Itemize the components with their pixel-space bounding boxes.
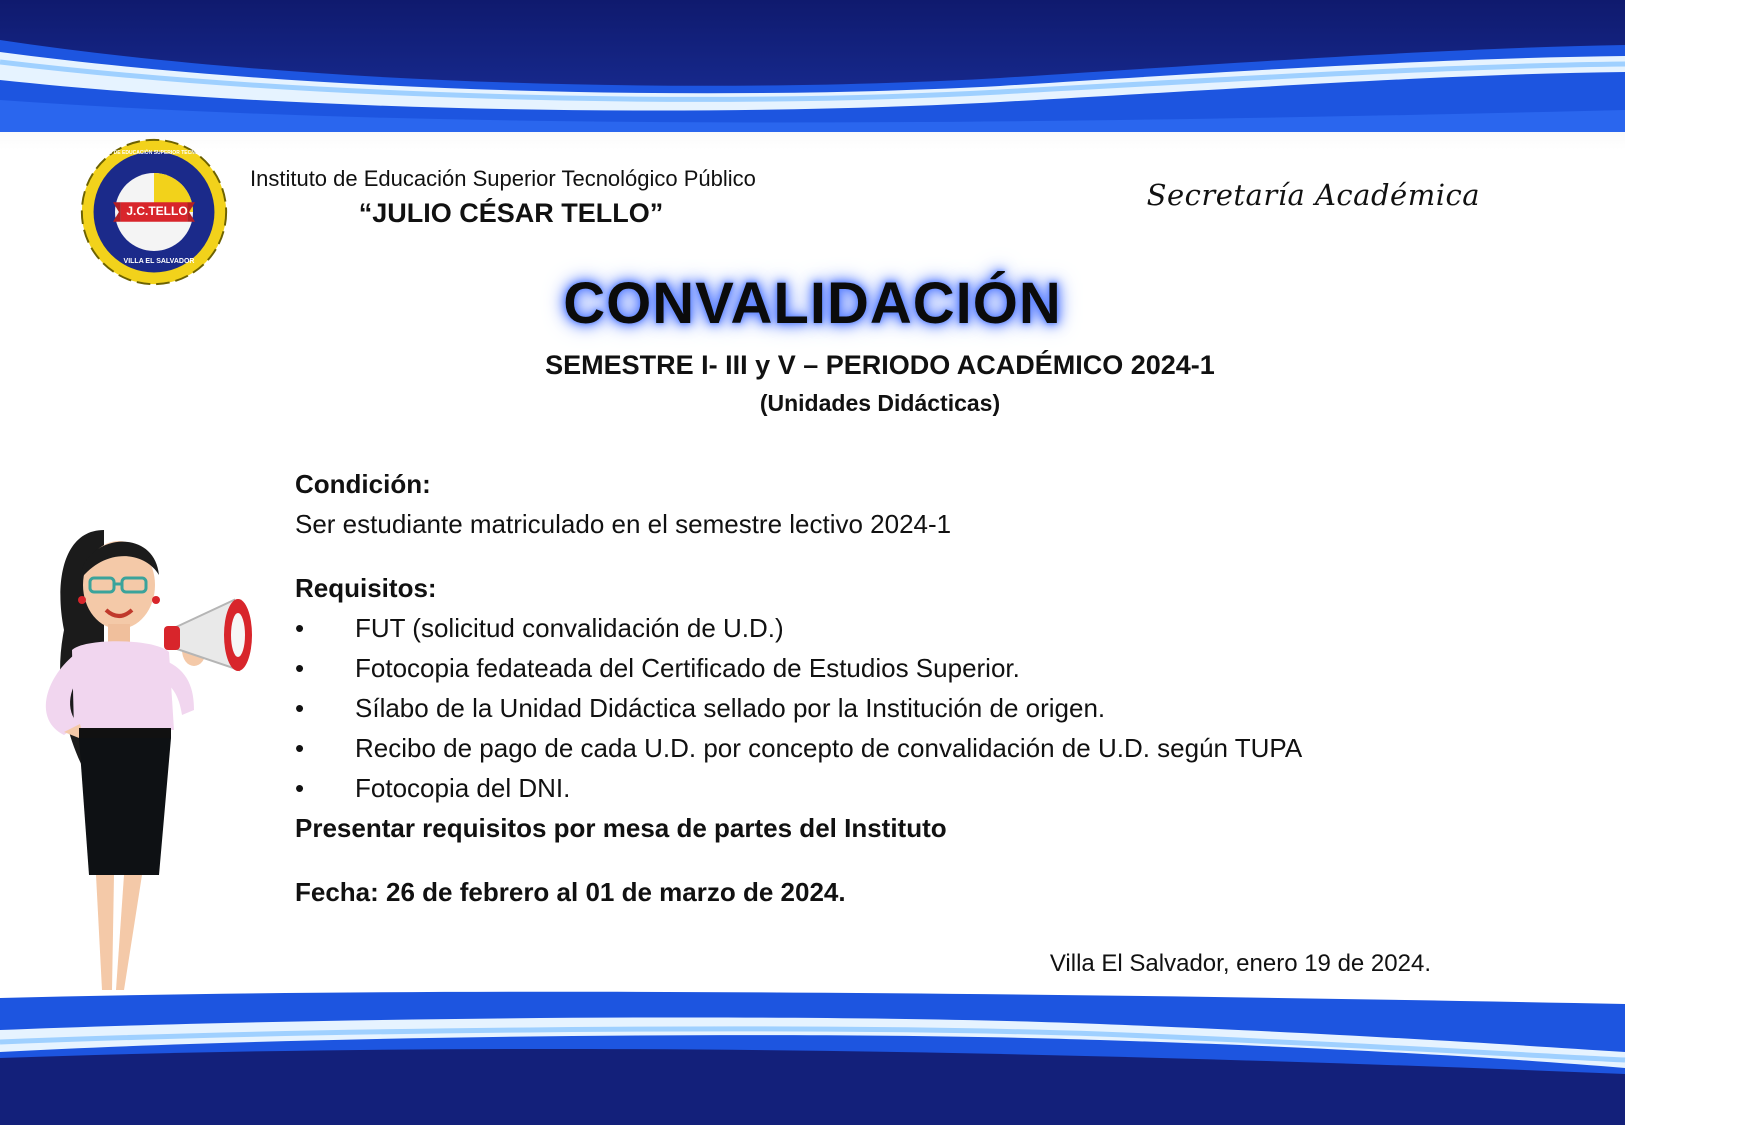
top-wave-banner — [0, 0, 1625, 150]
bullet-icon: • — [295, 613, 305, 643]
list-item: • FUT (solicitud convalidación de U.D.) — [295, 608, 1495, 648]
department-name: Secretaría Académica — [1146, 178, 1480, 212]
units-subtitle: (Unidades Didácticas) — [759, 390, 1001, 416]
logo-place-text: VILLA EL SALVADOR — [123, 258, 195, 265]
logo-ring-text: INSTITUTO DE EDUCACIÓN SUPERIOR TECNOLÓGICO PÚBLICO — [86, 150, 243, 156]
page-title: CONVALIDACIÓN — [563, 271, 1062, 336]
list-item: • Fotocopia del DNI. — [295, 768, 1495, 808]
bottom-wave-banner — [0, 990, 1625, 1125]
bullet-icon: • — [295, 733, 305, 763]
institute-title: “JULIO CÉSAR TELLO” — [358, 198, 664, 228]
requirements-list — [295, 608, 1495, 808]
requirements-label: Requisitos: — [295, 573, 437, 603]
date-range: Fecha: 26 de febrero al 01 de marzo de 2024. — [295, 877, 846, 907]
bullet-icon: • — [295, 773, 305, 803]
list-item: • Fotocopia fedateada del Certificado de Estudios Superior. — [295, 648, 1495, 688]
submission-note: Presentar requisitos por mesa de partes del Instituto — [295, 813, 947, 843]
list-item: • Sílabo de la Unidad Didáctica sellado por la Institución de origen. — [295, 688, 1495, 728]
bullet-icon: • — [295, 693, 305, 723]
condition-label: Condición: — [295, 469, 431, 499]
place-and-date: Villa El Salvador, enero 19 de 2024. — [1049, 950, 1431, 977]
period-subtitle: SEMESTRE I- III y V – PERIODO ACADÉMICO 2024-1 — [545, 350, 1215, 380]
logo-badge-text: J.C.TELLO — [126, 204, 188, 218]
bullet-icon: • — [295, 653, 305, 683]
institute-name: Instituto de Educación Superior Tecnológico Público — [250, 166, 756, 191]
list-item: • Recibo de pago de cada U.D. por concepto de convalidación de U.D. según TUPA — [295, 728, 1495, 768]
woman-megaphone-illustration — [24, 520, 274, 1030]
condition-text: Ser estudiante matriculado en el semestre lectivo 2024-1 — [295, 509, 952, 539]
notice-body — [295, 464, 1495, 912]
